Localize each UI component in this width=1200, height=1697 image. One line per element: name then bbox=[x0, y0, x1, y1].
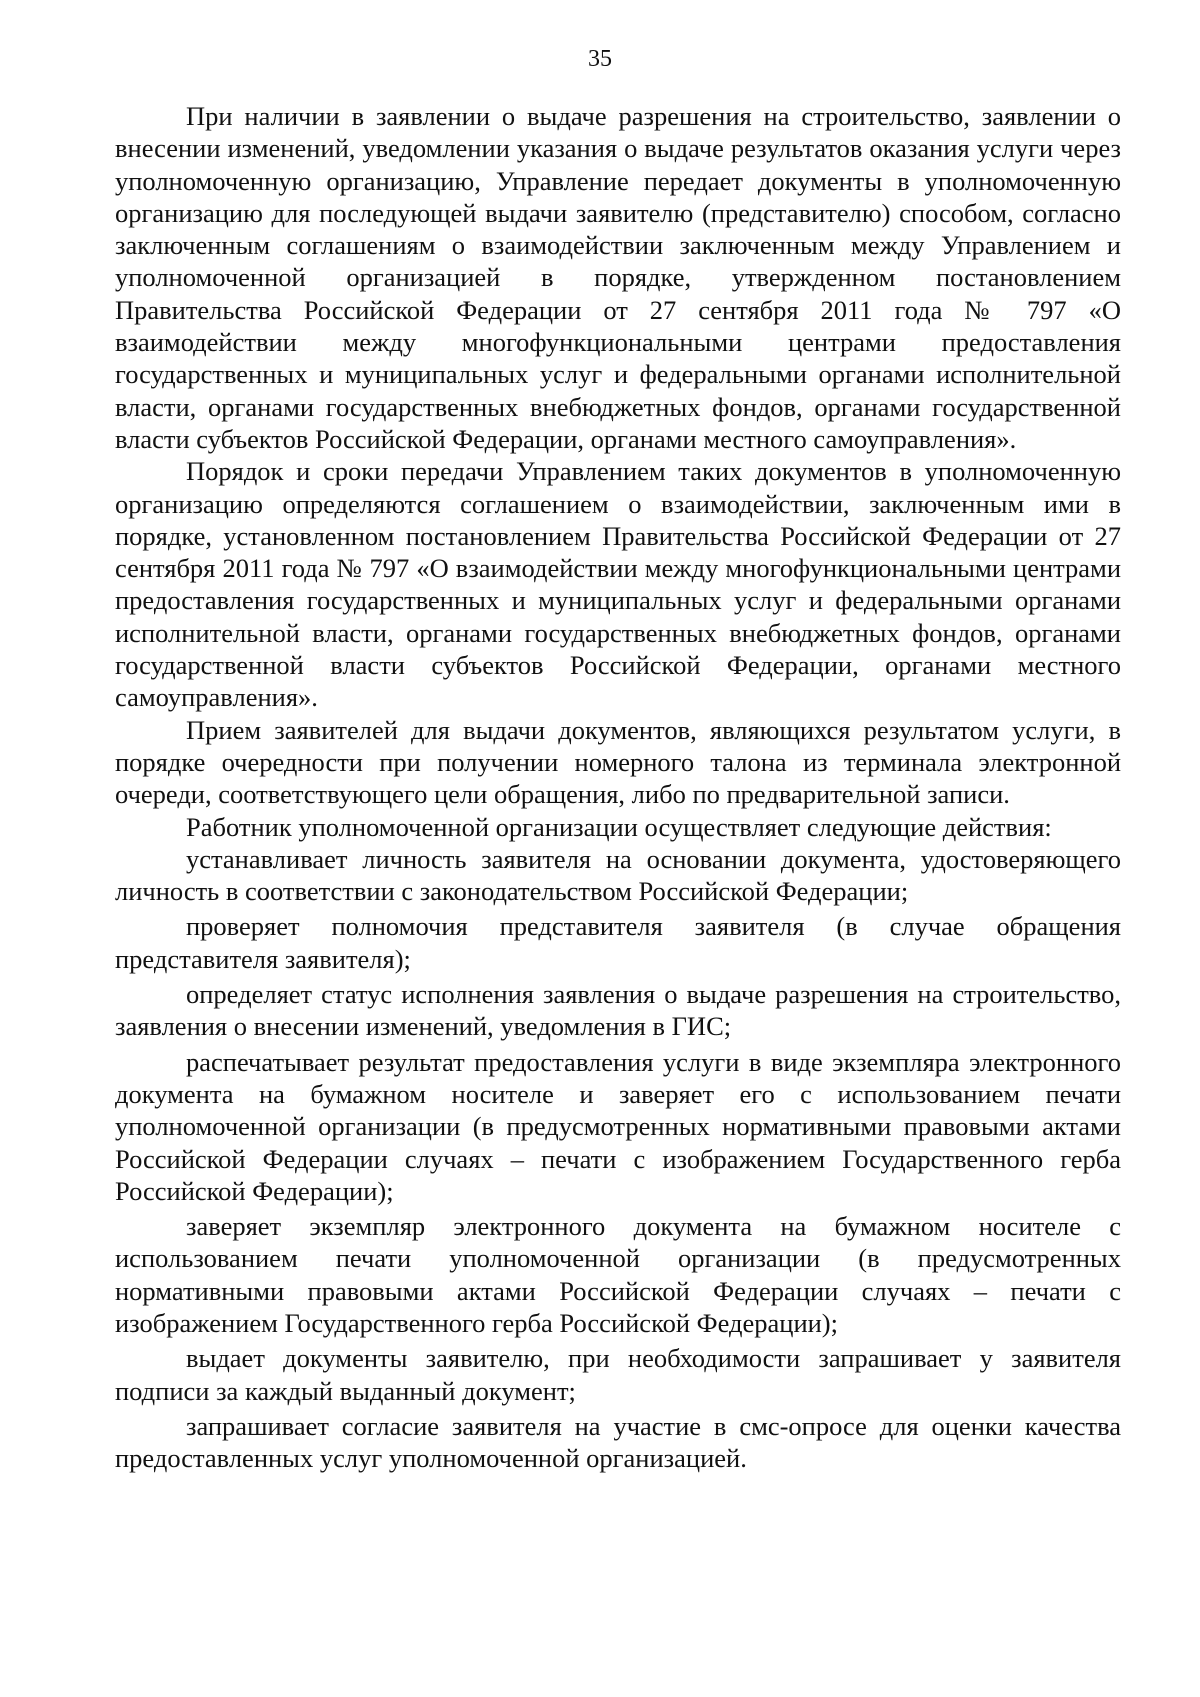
paragraph-identify-applicant: устанавливает личность заявителя на основании документа, удостоверяющего личность в соответствии с законодательством Российской Федерации; bbox=[115, 843, 1121, 907]
document-body bbox=[115, 100, 1121, 1474]
paragraph-transfer-to-organization: При наличии в заявлении о выдаче разрешения на строительство, заявлении о внесении изменений, уведомлении указания о выдаче результатов оказания услуги через уполномоченную организацию, Управление передает документы в уполномоченную организацию для последующей выдачи заявителю (представителю) способом, согласно заключенным соглашениям о взаимодействии заключенным между Управлением и уполномоченной организацией в порядке, утвержденном постановлением Правительства Российской Федерации от 27 сентября 2011 года № 797 «О взаимодействии между многофункциональными центрами предоставления государственных и муниципальных услуг и федеральными органами исполнительной власти, органами государственных внебюджетных фондов, органами государственной власти субъектов Российской Федерации, органами местного самоуправления». bbox=[115, 101, 1121, 454]
paragraph-determine-status: определяет статус исполнения заявления о выдаче разрешения на строительство, заявления о внесении изменений, уведомления в ГИС; bbox=[115, 979, 1121, 1042]
paragraph-check-authority: проверяет полномочия представителя заявителя (в случае обращения представителя заявителя); bbox=[115, 911, 1121, 974]
paragraph-issue-documents: выдает документы заявителю, при необходимости запрашивает у заявителя подписи за каждый выданный документ; bbox=[115, 1343, 1121, 1406]
paragraph-certify-copy: заверяет экземпляр электронного документа на бумажном носителе с использованием печати уполномоченной организации (в предусмотренных нормативными правовыми актами Российской Федерации случаях – печати с изображением Государственного герба Российской Федерации); bbox=[115, 1211, 1121, 1338]
paragraph-print-result: распечатывает результат предоставления услуги в виде экземпляра электронного документа на бумажном носителе и заверяет его с использованием печати уполномоченной организации (в предусмотренных нормативными правовыми актами Российской Федерации случаях – печати с изображением Государственного герба Российской Федерации); bbox=[115, 1046, 1121, 1206]
paragraph-transfer-procedure: Порядок и сроки передачи Управлением таких документов в уполномоченную организацию определяются соглашением о взаимодействии, заключенным ими в порядке, установленном постановлением Правительства Российской Федерации от 27 сентября 2011 года № 797 «О взаимодействии между многофункциональными центрами предоставления государственных и муниципальных услуг и федеральными органами исполнительной власти, органами государственных внебюджетных фондов, органами государственной власти субъектов Российской Федерации, органами местного самоуправления». bbox=[115, 456, 1121, 713]
paragraph-sms-survey: запрашивает согласие заявителя на участие в смс-опросе для оценки качества предоставленных услуг уполномоченной организацией. bbox=[115, 1410, 1121, 1474]
paragraph-reception: Прием заявителей для выдачи документов, являющихся результатом услуги, в порядке очередности при получении номерного талона из терминала электронной очереди, соответствующего цели обращения, либо по предварительной записи. bbox=[115, 714, 1121, 810]
page-number: 35 bbox=[588, 46, 612, 72]
paragraph-actions-intro: Работник уполномоченной организации осуществляет следующие действия: bbox=[186, 811, 1052, 842]
